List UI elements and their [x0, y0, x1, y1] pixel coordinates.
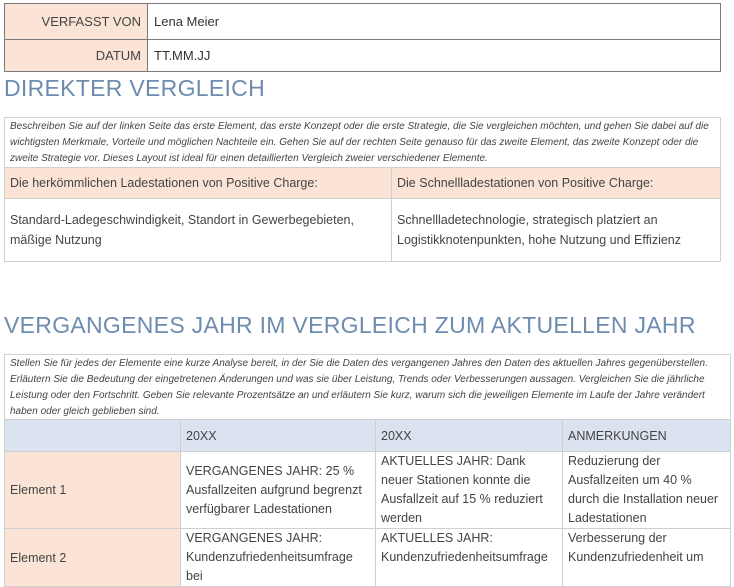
- current-year-cell[interactable]: AKTUELLES JAHR: Dank neuer Stationen konnte die Ausfallzeit auf 15 % reduziert werden: [376, 452, 563, 529]
- direct-comparison-description[interactable]: Beschreiben Sie auf der linken Seite das erste Element, das erste Konzept oder die erste Strategie, die Sie vergleichen möchten, und gehen Sie dabei auf die wichtigsten Merkmale, Vorteile und möglichen Nachteile ein. Gehen Sie auf der rechten Seite genauso für das zweite Element, das zweite Konzept oder die zweite Strategie vor. Dieses Layout ist ideal für einen detaillierten Vergleich zweier verschiedener Elemente.: [4, 117, 721, 167]
- date-label: DATUM: [5, 40, 148, 72]
- left-column-header[interactable]: Die herkömmlichen Ladestationen von Positive Charge:: [5, 168, 392, 199]
- notes-cell[interactable]: Reduzierung der Ausfallzeiten um 40 % durch die Installation neuer Ladestationen: [563, 452, 731, 529]
- direct-comparison-table: [4, 167, 721, 262]
- year-over-year-table: [4, 419, 731, 587]
- document-meta-table: [4, 3, 721, 72]
- right-column-body[interactable]: Schnellladetechnologie, strategisch platziert an Logistikknotenpunkten, hohe Nutzung und Effizienz: [392, 199, 721, 262]
- notes-cell[interactable]: Verbesserung der Kundenzufriedenheit um: [563, 529, 731, 587]
- past-year-cell[interactable]: VERGANGENES JAHR: 25 % Ausfallzeiten aufgrund begrenzt verfügbarer Ladestationen: [181, 452, 376, 529]
- past-year-cell[interactable]: VERGANGENES JAHR: Kundenzufriedenheitsumfrage bei: [181, 529, 376, 587]
- header-blank-cell: [5, 420, 181, 452]
- date-value[interactable]: TT.MM.JJ: [148, 40, 721, 72]
- table-row: [5, 452, 731, 529]
- header-current-year[interactable]: 20XX: [376, 420, 563, 452]
- left-column-body[interactable]: Standard-Ladegeschwindigkeit, Standort in Gewerbegebieten, mäßige Nutzung: [5, 199, 392, 262]
- section-title-year-over-year: VERGANGENES JAHR IM VERGLEICH ZUM AKTUELLEN JAHR: [4, 312, 696, 338]
- author-value[interactable]: Lena Meier: [148, 4, 721, 40]
- year-over-year-description[interactable]: Stellen Sie für jedes der Elemente eine kurze Analyse bereit, in der Sie die Daten des vergangenen Jahres den Daten des aktuellen Jahres gegenüberstellen. Erläutern Sie die Bedeutung der eingetretenen Änderungen und was sie über Leistung, Trends oder Verbesserungen aussagen. Vergleichen Sie die jährliche Leistung oder den Fortschritt. Geben Sie relevante Prozentsätze an und erläutern Sie kurz, warum sich die jeweiligen Elemente im Laufe der Jahre verändert haben oder gleich geblieben sind.: [4, 354, 731, 419]
- header-notes[interactable]: ANMERKUNGEN: [563, 420, 731, 452]
- table-row: [5, 529, 731, 587]
- current-year-cell[interactable]: AKTUELLES JAHR: Kundenzufriedenheitsumfrage: [376, 529, 563, 587]
- author-label: VERFASST VON: [5, 4, 148, 40]
- section-title-direct-comparison: DIREKTER VERGLEICH: [4, 75, 266, 101]
- header-past-year[interactable]: 20XX: [181, 420, 376, 452]
- row-label[interactable]: Element 2: [5, 529, 181, 587]
- right-column-header[interactable]: Die Schnellladestationen von Positive Charge:: [392, 168, 721, 199]
- row-label[interactable]: Element 1: [5, 452, 181, 529]
